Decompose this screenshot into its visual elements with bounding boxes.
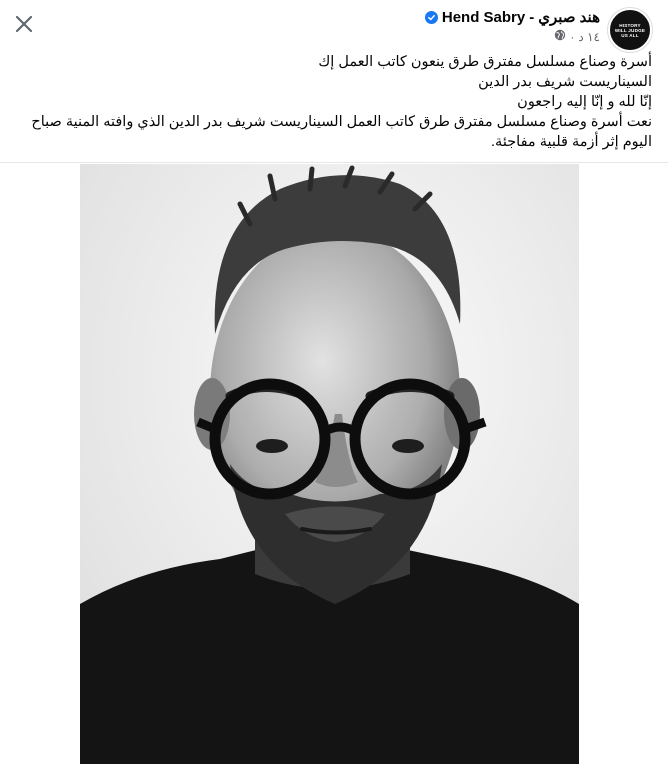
close-icon [14,14,34,34]
post-text [16,52,652,152]
post-photo[interactable] [80,164,579,764]
post-time[interactable]: ١٤ د [578,29,600,44]
close-button[interactable] [10,10,38,38]
post-text-line: إنّا لله و إنّا إليه راجعون [517,94,652,110]
author-separator: - [529,8,535,26]
post-text-line: اليوم إثر أزمة قلبية مفاجئة. [491,134,652,150]
author-name-english[interactable]: Hend Sabry [441,8,526,26]
portrait-illustration [80,164,579,764]
divider [0,162,668,163]
post-text-line: نعت أسرة وصناع مسلسل مفترق طرق كاتب العمل السيناريست شريف بدر الدين الذي وافته المنية صباح [31,114,652,130]
post-text-line: أسرة وصناع مسلسل مفترق طرق ينعون كاتب العمل إك [318,54,652,70]
globe-icon[interactable] [554,29,566,44]
post-text-line: السيناريست شريف بدر الدين [478,74,652,90]
author-name-arabic[interactable]: هند صبري [538,9,600,26]
verified-badge-icon [425,11,438,24]
meta-dot: · [570,29,575,44]
author-line [425,8,600,26]
avatar-text: HISTORY WILL JUDGE US ALL [614,22,646,38]
post-meta [554,29,600,44]
avatar[interactable] [608,8,652,52]
